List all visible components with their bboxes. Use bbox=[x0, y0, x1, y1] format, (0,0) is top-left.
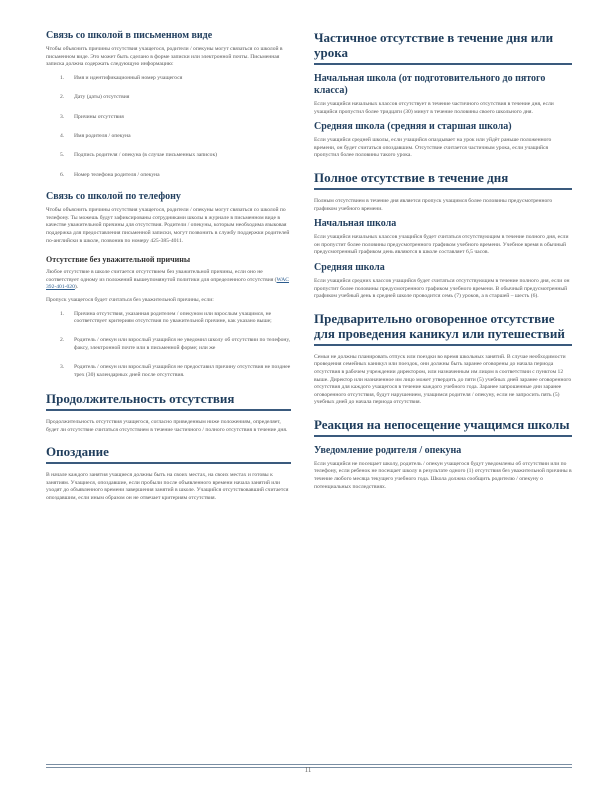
unexcused-text-2: Пропуск учащегося будет считаться без уважительной причины, если: bbox=[46, 296, 214, 303]
prearranged-text: Семьи не должны планировать отпуск или поездки во время школьных занятий. В случае необходимости проведения семейных каникул или поездок, они должны быть заранее оговорены до начала периода отсутствия в рабочем учреждении директором, или назначенным им лицом в соответствии с пунктом 12 выше. Директор или назначенное им лицо может утвердить до пяти (5) учебных дней заранее оговоренного отсутствия для каждого учащегося в течение каждого учебного года. Заранее запрошенные дни заранее оговоренного отсутствия, будут нарушением, учащимся родителя / опекуну, если не запросить пять (5) учебных дней до начала периода отсутствия. bbox=[314, 353, 572, 406]
partial-section bbox=[314, 30, 572, 160]
written-section bbox=[46, 30, 291, 179]
full-text-1: Если учащийся начальных классов учащийся будет считаться отсутствующим в течение полного дня, если он пропустит более половины предусмотренного графиком учебного времени. Учебное время в обычный предусмотренный графиком день являются в школе составляет 6,5 часов. bbox=[314, 234, 569, 256]
list-item: 1. Причина отсутствия, указанная родителем / опекуном или взрослым учащимся, не соответствует критериям отсутствия по уважительной причине, как указано выше; bbox=[60, 310, 272, 324]
right-column bbox=[314, 30, 572, 501]
response-text: Если учащийся не посещает школу, родитель / опекун учащегося будут уведомлены об отсутствии или по телефону, если ребенок не посещает школу в результате одного (1) отсутствия без уважительной причины в течение любого месяца текущего учебного года. Школа должна сообщить родителю / опекуну о потенциальных последствиях. bbox=[314, 460, 572, 490]
tardy-text: В начале каждого занятия учащиеся должны быть на своих местах, на своих местах и готовы к занятиям. Учащиеся, опоздавшие, если пробыли после объявленного времени начала занятий или уходят до объявленного времени завершения занятий в школе. Учащийся отсутствовавший считается опоздавшим, если иным образом он не отвечает критериям отсутствия. bbox=[46, 472, 289, 501]
phone-section bbox=[46, 191, 291, 245]
section-divider bbox=[314, 344, 572, 346]
list-item: 6. Номер телефона родителя / опекуна bbox=[60, 171, 160, 178]
list-item: 5. Подпись родителя / опекуна (в случае письменных записок) bbox=[60, 152, 218, 159]
prearranged-section bbox=[314, 311, 572, 407]
section-divider bbox=[314, 435, 572, 437]
partial-text-1: Если учащийся начальных классов отсутствует в течение частичного отсутствия в течение дня, если учащийся пропустил более тридцати (30) минут в течение половины своего школьного дня. bbox=[314, 101, 554, 115]
list-item: 1. Имя и идентификационный номер учащегося bbox=[60, 74, 183, 81]
duration-section bbox=[46, 391, 291, 434]
full-text-2: Если учащийся средних классов учащийся будет считаться отсутствующим в течение полного дня, если он пропустит более половины предусмотренного графиком учебного времени. В обычный предусмотренный графиком учебный день в средней школе проводится семь (7) уроков, а в старшей – шесть (6). bbox=[314, 277, 570, 300]
partial-text-2: Если учащийся средней школы, если учащийся опаздывает на урок или уйдёт раньше положенного времени, он будет считаться опоздавшим. Отсутствие считается частичным урока, если учащийся пропустил более половины такого урока. bbox=[314, 137, 552, 159]
prearranged-heading: Предварительно оговоренное отсутствие для проведения каникул или путешествий bbox=[314, 310, 565, 341]
written-intro: Чтобы объяснить причины отсутствия учащегося, родители / опекуны могут связаться со школой в письменном виде. Это может быть сделано в форме записки или электронной почты. Письменная записка должна содержать следующую информацию: bbox=[46, 46, 283, 68]
phone-text: Чтобы объяснить причины отсутствия учащегося, родители / опекуны могут связаться со школой по телефону. Ты можешь будут зафиксированы сотрудниками школы в журнале в письменном виде в качестве уважительной причины для отсутствия. Родители / опекуны, которым необходима языковая поддержка для предоставления письменной записки, могут позвонить в службу поддержки родителей по-английски в школе, позвонив по номеру 425-385-4011. bbox=[46, 207, 290, 244]
partial-sub-1: Начальная школа (от подготовительного до пятого класса) bbox=[314, 73, 546, 96]
response-heading: Реакция на непосещение учащимся школы bbox=[314, 416, 570, 432]
duration-heading: Продолжительность отсутствия bbox=[46, 391, 235, 406]
unexcused-section bbox=[46, 255, 291, 379]
tardy-heading: Опоздание bbox=[46, 444, 109, 460]
full-heading: Полное отсутствие в течение дня bbox=[314, 169, 509, 185]
left-column bbox=[46, 30, 291, 513]
duration-text: Продолжительность отсутствия учащегося, согласно приведенным ниже положениям, определяет, будет ли отсутствие считаться отсутствием в течение частичного / полного отсутствия в течение дня. bbox=[46, 419, 288, 433]
partial-sub-2: Средняя школа (средняя и старшая школа) bbox=[314, 121, 512, 133]
footer-rule bbox=[46, 764, 572, 765]
list-item: 4. Имя родителя / опекуна bbox=[60, 133, 131, 139]
unexcused-text: Любое отсутствие в школе считается отсутствием без уважительной причины, если оно не соответствует одному из положений вышеупомянутой политики для определенного отсутствия (WAC 392-401-020). bbox=[46, 269, 289, 291]
list-item: 2. Дату (даты) отсутствия bbox=[60, 94, 130, 101]
page-number: 11 bbox=[304, 766, 312, 774]
full-sub-2: Средняя школа bbox=[314, 261, 385, 273]
section-divider bbox=[314, 188, 572, 190]
phone-heading: Связь со школой по телефону bbox=[46, 191, 181, 203]
response-section bbox=[314, 417, 572, 491]
wac-link[interactable]: WAC 392-401-020 bbox=[46, 276, 289, 291]
full-intro: Полным отсутствием в течение дня является пропуск учащимся более половины предусмотренного графиком учебного времени. bbox=[314, 197, 553, 212]
list-item: 2. Родитель / опекун или взрослый учащийся не уведомил школу об отсутствии по телефону, факсу, электронной почте или в письменной форме; или же bbox=[60, 337, 291, 351]
list-item: 3. Родитель / опекун или взрослый учащийся не предоставил причину отсутствия не позднее трех (30) календарных дней после отсутствия. bbox=[60, 364, 291, 378]
tardy-section bbox=[46, 444, 291, 502]
written-list bbox=[60, 75, 291, 179]
list-item: 3. Причины отсутствия bbox=[60, 113, 124, 120]
section-divider bbox=[46, 462, 291, 464]
unexcused-list bbox=[60, 311, 291, 379]
full-section bbox=[314, 170, 572, 301]
response-sub: Уведомление родителя / опекуна bbox=[314, 444, 462, 456]
full-sub-1: Начальная школа bbox=[314, 218, 397, 230]
section-divider bbox=[314, 63, 572, 65]
partial-heading: Частичное отсутствие в течение дня или урока bbox=[314, 30, 554, 60]
unexcused-heading: Отсутствие без уважительной причины bbox=[46, 255, 191, 265]
written-heading: Связь со школой в письменном виде bbox=[46, 30, 213, 41]
section-divider bbox=[46, 409, 291, 411]
